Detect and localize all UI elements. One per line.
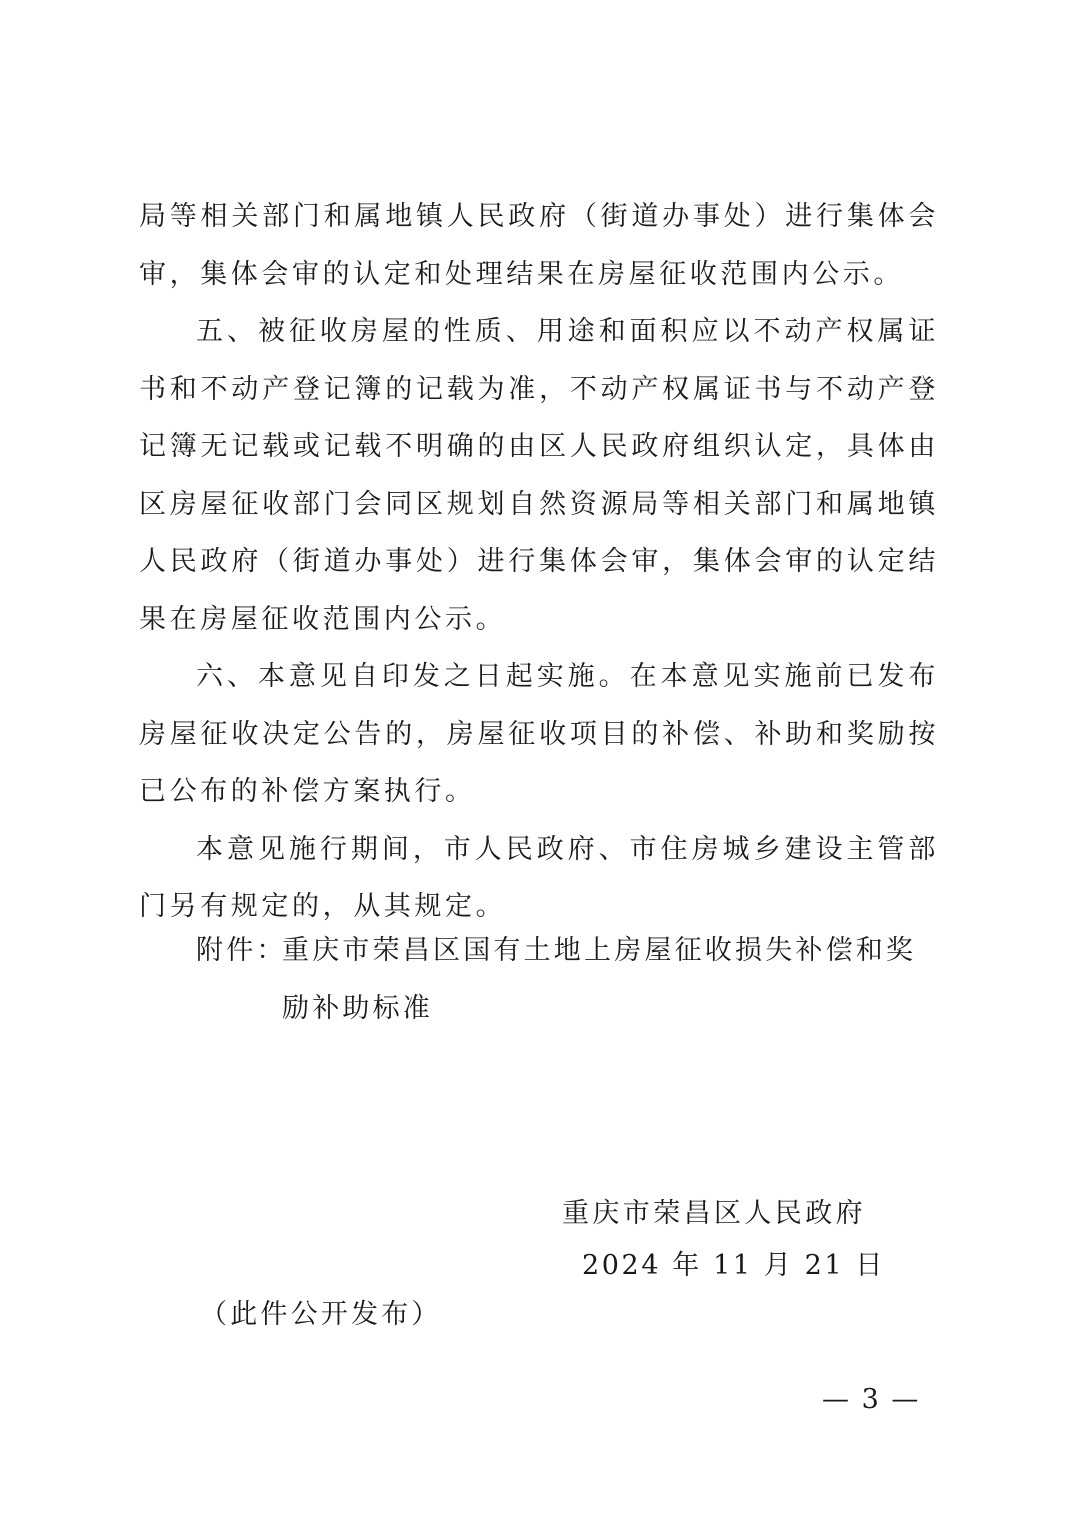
document-body: [139, 188, 939, 936]
paragraph-supplementary: 本意见施行期间，市人民政府、市住房城乡建设主管部门另有规定的，从其规定。: [139, 833, 939, 922]
signing-date: 2024 年 11 月 21 日: [582, 1250, 885, 1281]
signing-organization: 重庆市荣昌区人民政府: [562, 1198, 866, 1229]
page-number: — 3 —: [822, 1384, 921, 1415]
publish-note: （此件公开发布）: [200, 1299, 442, 1330]
paragraph-continuation: 局等相关部门和属地镇人民政府（街道办事处）进行集体会审，集体会审的认定和处理结果在房屋征收范围内公示。: [139, 201, 939, 290]
attachment-block: [196, 922, 946, 1038]
attachment-title: 重庆市荣昌区国有土地上房屋征收损失补偿和奖励补助标准: [282, 935, 917, 1024]
paragraph-item-five: 五、被征收房屋的性质、用途和面积应以不动产权属证书和不动产登记簿的记载为准，不动产权属证书与不动产登记簿无记载或记载不明确的由区人民政府组织认定，具体由区房屋征收部门会同区规划自然资源局等相关部门和属地镇人民政府（街道办事处）进行集体会审，集体会审的认定结果在房屋征收范围内公示。: [139, 316, 939, 635]
paragraph-item-six: 六、本意见自印发之日起实施。在本意见实施前已发布房屋征收决定公告的，房屋征收项目的补偿、补助和奖励按已公布的补偿方案执行。: [139, 661, 939, 807]
attachment-label: 附件：: [196, 935, 287, 966]
